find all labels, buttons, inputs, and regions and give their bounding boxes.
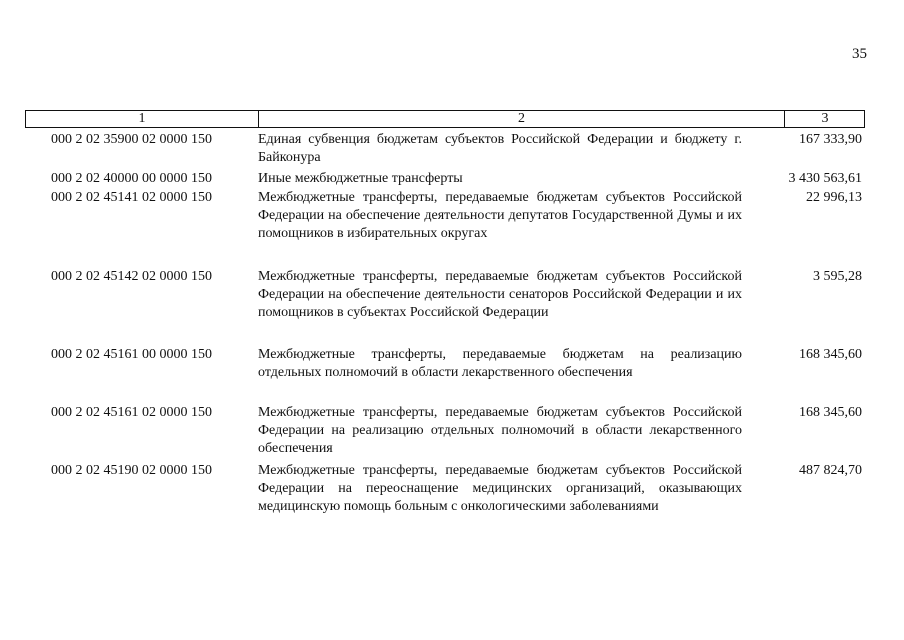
row-description: Межбюджетные трансферты, передаваемые бюджетам субъектов Российской Федерации на переоснащение медицинских организаций, оказывающих медицинскую помощь больным с онкологическими заболеваниями [258, 463, 742, 514]
row-amount: 168 345,60 [799, 405, 862, 420]
budget-code: 000 2 02 45141 02 0000 150 [51, 190, 212, 205]
page-number: 35 [852, 46, 867, 62]
table-header [25, 110, 865, 128]
budget-code: 000 2 02 40000 00 0000 150 [51, 171, 212, 186]
budget-code: 000 2 02 45142 02 0000 150 [51, 269, 212, 284]
row-amount: 22 996,13 [806, 190, 862, 205]
header-cell-description: 2 [259, 111, 785, 127]
row-description: Межбюджетные трансферты, передаваемые бюджетам субъектов Российской Федерации на реализацию отдельных полномочий в области лекарственного обеспечения [258, 405, 742, 456]
row-description: Межбюджетные трансферты, передаваемые бюджетам субъектов Российской Федерации на обеспечение деятельности сенаторов Российской Федерации и их помощников в субъектах Российской Федерации [258, 269, 742, 320]
budget-code: 000 2 02 45161 02 0000 150 [51, 405, 212, 420]
row-description: Единая субвенция бюджетам субъектов Российской Федерации и бюджету г. Байконура [258, 132, 742, 165]
budget-code: 000 2 02 45161 00 0000 150 [51, 347, 212, 362]
header-cell-amount: 3 [821, 111, 829, 126]
row-description: Иные межбюджетные трансферты [258, 171, 463, 186]
row-description: Межбюджетные трансферты, передаваемые бюджетам субъектов Российской Федерации на обеспечение деятельности депутатов Государственной Думы и их помощников в избирательных округах [258, 190, 742, 241]
row-amount: 487 824,70 [799, 463, 862, 478]
header-cell-code: 1 [26, 111, 259, 127]
row-description: Межбюджетные трансферты, передаваемые бюджетам на реализацию отдельных полномочий в области лекарственного обеспечения [258, 347, 742, 380]
budget-code: 000 2 02 45190 02 0000 150 [51, 463, 212, 478]
budget-code: 000 2 02 35900 02 0000 150 [51, 132, 212, 147]
row-amount: 3 430 563,61 [788, 171, 862, 186]
row-amount: 168 345,60 [799, 347, 862, 362]
row-amount: 167 333,90 [799, 132, 862, 147]
row-amount: 3 595,28 [813, 269, 862, 284]
